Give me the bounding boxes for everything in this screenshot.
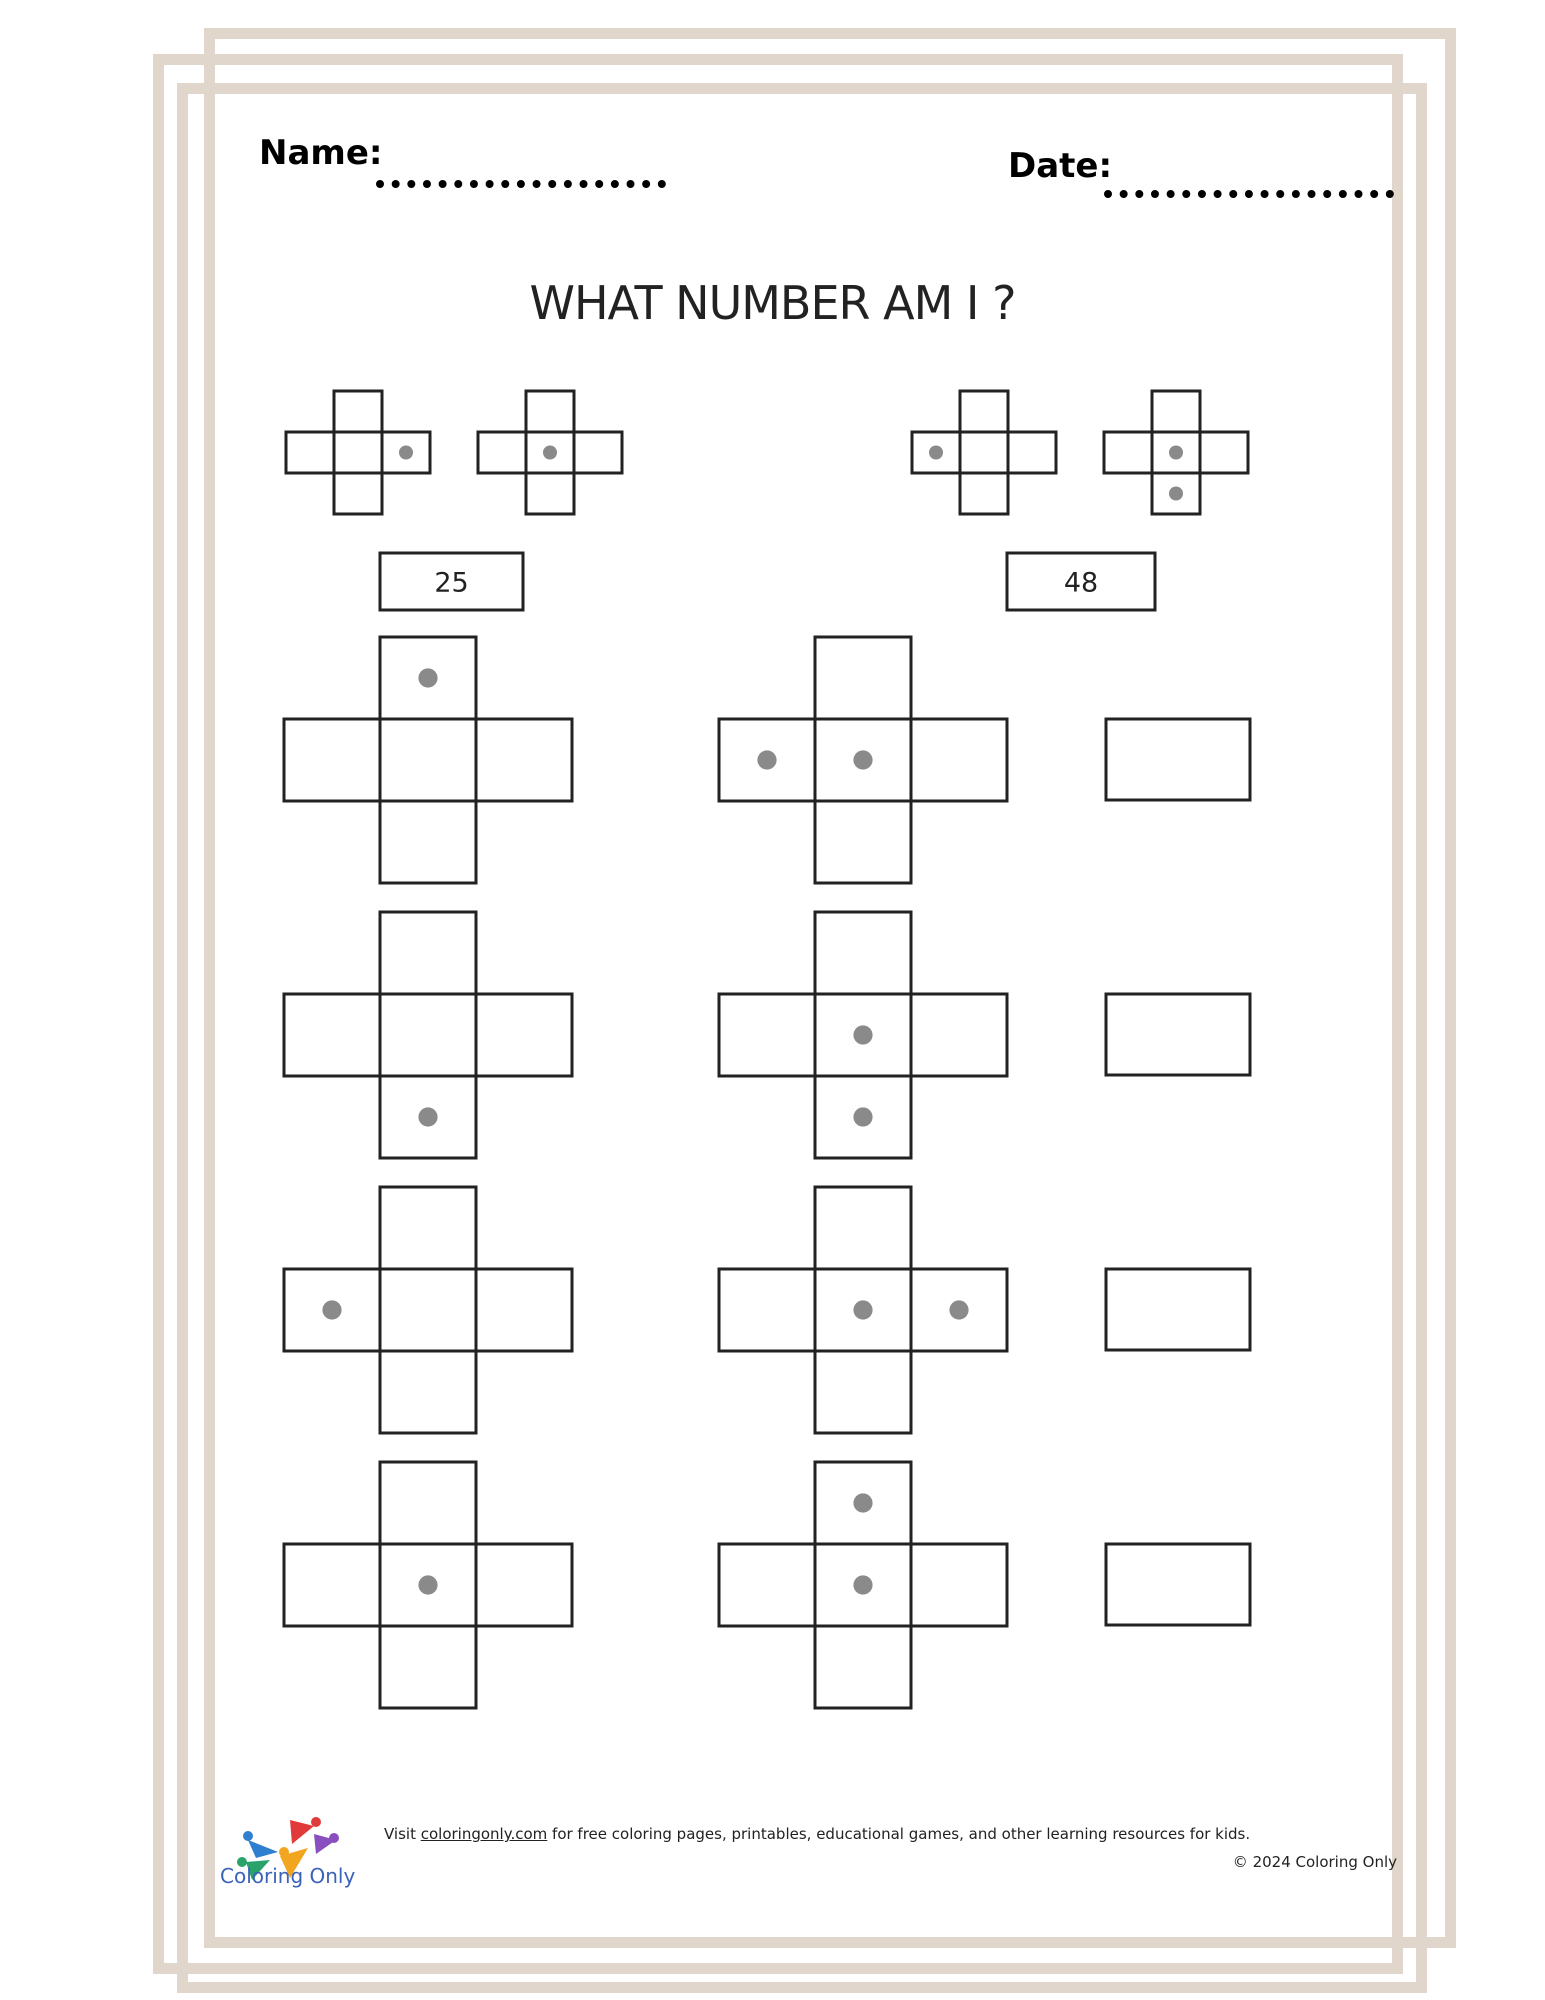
cross-cell-top	[815, 912, 911, 994]
cross-cell-top	[960, 391, 1008, 432]
dot-center	[1169, 446, 1183, 460]
dot-center	[418, 1575, 437, 1594]
problem-3-cross-1	[284, 1187, 572, 1433]
cross-cell-right	[1008, 432, 1056, 473]
dot-top	[853, 1493, 872, 1512]
example-2-cross-2	[1104, 391, 1248, 514]
footer-visit-prefix: Visit	[384, 1825, 421, 1843]
cross-cell-left	[719, 994, 815, 1076]
cross-cell-center	[334, 432, 382, 473]
problem-1-answer-box	[1106, 719, 1250, 800]
cross-cell-right	[911, 994, 1007, 1076]
cross-cell-bottom	[334, 473, 382, 514]
logo-text: Coloring Only	[220, 1864, 356, 1888]
problem-2-cross-2	[719, 912, 1007, 1158]
dot-left	[929, 446, 943, 460]
problem-1-cross-2	[719, 637, 1007, 883]
problem-4-answer-box	[1106, 1544, 1250, 1625]
cross-cell-right	[476, 719, 572, 801]
cross-cell-top	[815, 1187, 911, 1269]
cross-cell-right	[476, 1269, 572, 1351]
cross-cell-left	[719, 1269, 815, 1351]
cross-cell-bottom	[815, 1351, 911, 1433]
cross-cell-left	[284, 1544, 380, 1626]
cross-cell-right	[574, 432, 622, 473]
example-2-answer-box-value: 48	[1063, 567, 1099, 599]
problem-3-answer-box	[1106, 1269, 1250, 1350]
cross-cell-bottom	[815, 1626, 911, 1708]
dot-right	[949, 1300, 968, 1319]
dot-center	[853, 1025, 872, 1044]
cross-cell-bottom	[960, 473, 1008, 514]
cross-cell-left	[284, 719, 380, 801]
name-label: Name:	[259, 133, 383, 173]
dot-left	[757, 750, 776, 769]
cross-cell-top	[815, 637, 911, 719]
dot-bottom	[418, 1107, 437, 1126]
footer-text	[384, 1825, 1250, 1843]
cross-cell-top	[380, 1187, 476, 1269]
cross-cell-top	[380, 1462, 476, 1544]
cross-cell-bottom	[380, 1626, 476, 1708]
problem-3-cross-2	[719, 1187, 1007, 1433]
cross-cell-top	[380, 912, 476, 994]
cross-cell-left	[1104, 432, 1152, 473]
dot-center	[543, 446, 557, 460]
cross-cell-center	[380, 719, 476, 801]
dot-bottom	[853, 1107, 872, 1126]
dot-top	[418, 668, 437, 687]
cross-cell-bottom	[380, 1351, 476, 1433]
example-1-answer-box-value: 25	[434, 567, 469, 599]
dot-bottom	[1169, 487, 1183, 501]
cross-cell-top	[1152, 391, 1200, 432]
cross-cell-right	[911, 1544, 1007, 1626]
cross-cell-center	[380, 1269, 476, 1351]
problem-4-cross-1	[284, 1462, 572, 1708]
cross-cell-bottom	[380, 801, 476, 883]
cross-cell-right	[476, 1544, 572, 1626]
cross-cell-left	[478, 432, 526, 473]
cross-cell-center	[380, 994, 476, 1076]
cross-cell-left	[719, 1544, 815, 1626]
cross-cell-bottom	[815, 801, 911, 883]
copyright: © 2024 Coloring Only	[1232, 1853, 1397, 1871]
cross-cell-top	[526, 391, 574, 432]
dot-center	[853, 750, 872, 769]
worksheet-title: WHAT NUMBER AM I ?	[529, 276, 1016, 330]
problem-1-cross-1	[284, 637, 572, 883]
footer-visit-suffix: for free coloring pages, printables, educational games, and other learning resources for kids.	[547, 1825, 1251, 1843]
cross-cell-right	[476, 994, 572, 1076]
dot-right	[399, 446, 413, 460]
cross-cell-left	[286, 432, 334, 473]
dot-center	[853, 1575, 872, 1594]
example-1-cross-1	[286, 391, 430, 514]
cross-cell-left	[284, 994, 380, 1076]
coloringonly-link[interactable]: coloringonly.com	[420, 1825, 548, 1843]
date-label: Date:	[1008, 146, 1113, 186]
cross-cell-top	[334, 391, 382, 432]
cross-cell-bottom	[526, 473, 574, 514]
dot-center	[853, 1300, 872, 1319]
dot-left	[322, 1300, 341, 1319]
cross-cell-right	[911, 719, 1007, 801]
cross-cell-center	[960, 432, 1008, 473]
problem-4-cross-2	[719, 1462, 1007, 1708]
problem-2-answer-box	[1106, 994, 1250, 1075]
example-2-cross-1	[912, 391, 1056, 514]
cross-cell-right	[1200, 432, 1248, 473]
example-1-cross-2	[478, 391, 622, 514]
problem-2-cross-1	[284, 912, 572, 1158]
